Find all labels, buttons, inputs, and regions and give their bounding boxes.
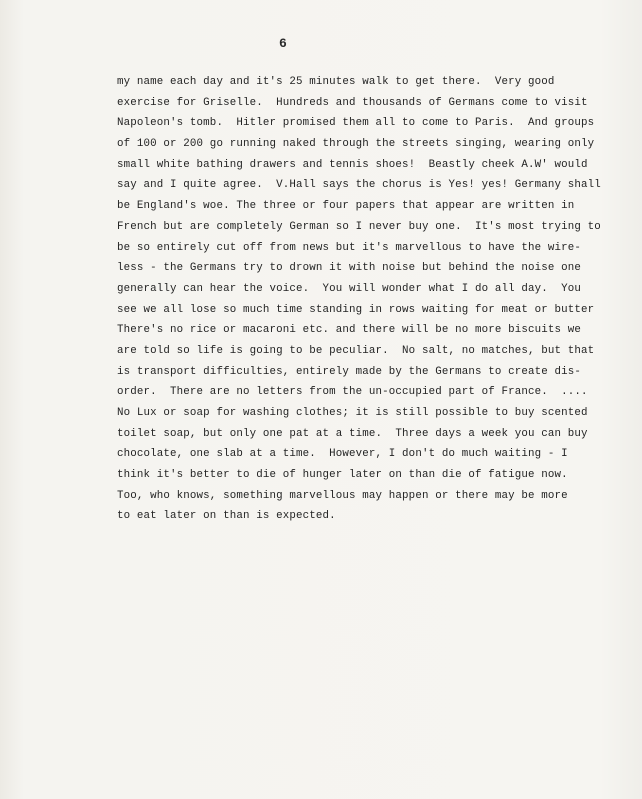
text-line: French but are completely German so I never buy one. It's most trying to <box>117 220 601 233</box>
text-line: is transport difficulties, entirely made by the Germans to create dis- <box>117 365 582 378</box>
text-line: generally can hear the voice. You will wonder what I do all day. You <box>117 282 582 295</box>
text-line: of 100 or 200 go running naked through the streets singing, wearing only <box>117 138 595 151</box>
text-line: chocolate, one slab at a time. However, I don't do much waiting - I <box>117 448 568 461</box>
text-line: order. There are no letters from the un-occupied part of France. .... <box>117 386 588 399</box>
letter-body <box>117 72 637 527</box>
text-line: see we all lose so much time standing in rows waiting for meat or butter <box>117 303 595 316</box>
text-line: Napoleon's tomb. Hitler promised them all to come to Paris. And groups <box>117 117 595 130</box>
text-line: my name each day and it's 25 minutes walk to get there. Very good <box>117 76 555 88</box>
text-line: think it's better to die of hunger later on than die of fatigue now. <box>117 469 568 482</box>
text-line: exercise for Griselle. Hundreds and thousands of Germans come to visit <box>117 96 588 109</box>
text-line: to eat later on than is expected. <box>117 510 336 523</box>
text-line: toilet soap, but only one pat at a time. Three days a week you can buy <box>117 427 588 440</box>
page-number: 6 <box>279 36 287 51</box>
text-line: small white bathing drawers and tennis shoes! Beastly cheek A.W' would <box>117 158 588 171</box>
text-line: be so entirely cut off from news but it's marvellous to have the wire- <box>117 241 582 254</box>
text-line: No Lux or soap for washing clothes; it is still possible to buy scented <box>117 407 588 419</box>
text-line: say and I quite agree. V.Hall says the chorus is Yes! yes! Germany shall <box>117 179 601 192</box>
text-line: are told so life is going to be peculiar. No salt, no matches, but that <box>117 344 595 357</box>
text-line: Too, who knows, something marvellous may happen or there may be more <box>117 489 568 502</box>
text-line: less - the Germans try to drown it with noise but behind the noise one <box>117 262 582 275</box>
text-line: be England's woe. The three or four papers that appear are written in <box>117 200 575 213</box>
text-line: There's no rice or macaroni etc. and there will be no more biscuits we <box>117 324 582 337</box>
